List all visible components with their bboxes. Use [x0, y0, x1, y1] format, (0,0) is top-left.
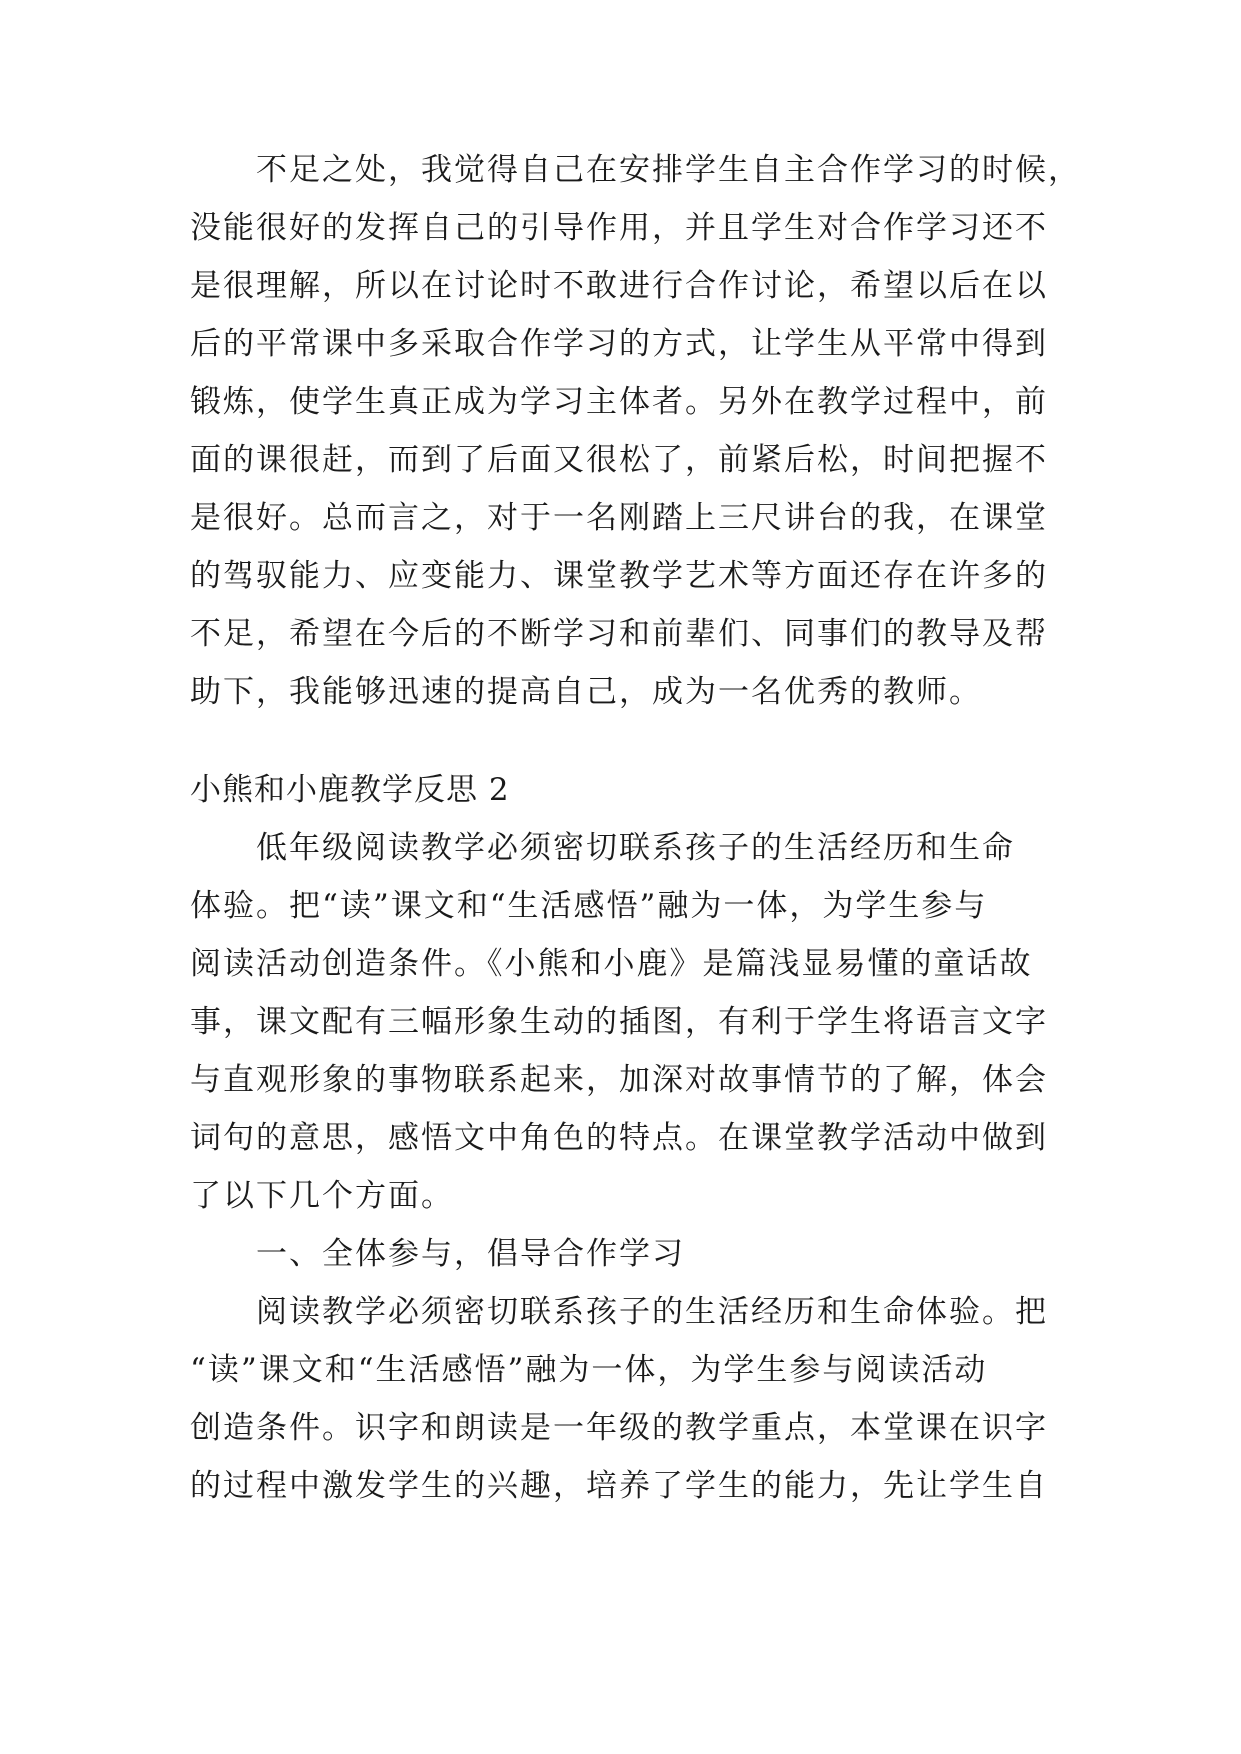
paragraph-line: 词句的意思，感悟文中角色的特点。在课堂教学活动中做到: [190, 1120, 1048, 1156]
paragraph-line: 创造条件。识字和朗读是一年级的教学重点，本堂课在识字: [190, 1410, 1048, 1446]
paragraph-line: “读”课文和“生活感悟”融为一体，为学生参与阅读活动: [190, 1352, 988, 1388]
paragraph-line: 锻炼，使学生真正成为学习主体者。另外在教学过程中，前: [190, 384, 1048, 420]
paragraph-line: 了以下几个方面。: [190, 1178, 454, 1214]
paragraph-line: 阅读活动创造条件。《小熊和小鹿》是篇浅显易懂的童话故: [190, 946, 1033, 982]
paragraph-line: 后的平常课中多采取合作学习的方式，让学生从平常中得到: [190, 326, 1048, 362]
paragraph-line: 阅读教学必须密切联系孩子的生活经历和生命体验。把: [256, 1294, 1048, 1330]
paragraph-line: 不足，希望在今后的不断学习和前辈们、同事们的教导及帮: [190, 616, 1048, 652]
paragraph-line: 面的课很赶，而到了后面又很松了，前紧后松，时间把握不: [190, 442, 1048, 478]
paragraph-line: 与直观形象的事物联系起来，加深对故事情节的了解，体会: [190, 1062, 1048, 1098]
paragraph-line: 事，课文配有三幅形象生动的插图，有利于学生将语言文字: [190, 1004, 1048, 1040]
paragraph-line: 低年级阅读教学必须密切联系孩子的生活经历和生命: [256, 830, 1015, 866]
paragraph-line: 的驾驭能力、应变能力、课堂教学艺术等方面还存在许多的: [190, 558, 1048, 594]
paragraph-line: 是很好。总而言之，对于一名刚踏上三尺讲台的我，在课堂: [190, 500, 1048, 536]
subheading: 一、全体参与，倡导合作学习: [256, 1236, 685, 1272]
paragraph-line: 是很理解，所以在讨论时不敢进行合作讨论，希望以后在以: [190, 268, 1048, 304]
paragraph-line: 没能很好的发挥自己的引导作用，并且学生对合作学习还不: [190, 210, 1048, 246]
paragraph-line: 的过程中激发学生的兴趣，培养了学生的能力，先让学生自: [190, 1468, 1048, 1504]
section-title: 小熊和小鹿教学反思 2: [190, 772, 510, 808]
paragraph-line: 不足之处，我觉得自己在安排学生自主合作学习的时候，: [256, 152, 1081, 188]
paragraph-line: 助下，我能够迅速的提高自己，成为一名优秀的教师。: [190, 674, 982, 710]
paragraph-line: 体验。把“读”课文和“生活感悟”融为一体，为学生参与: [190, 888, 988, 924]
